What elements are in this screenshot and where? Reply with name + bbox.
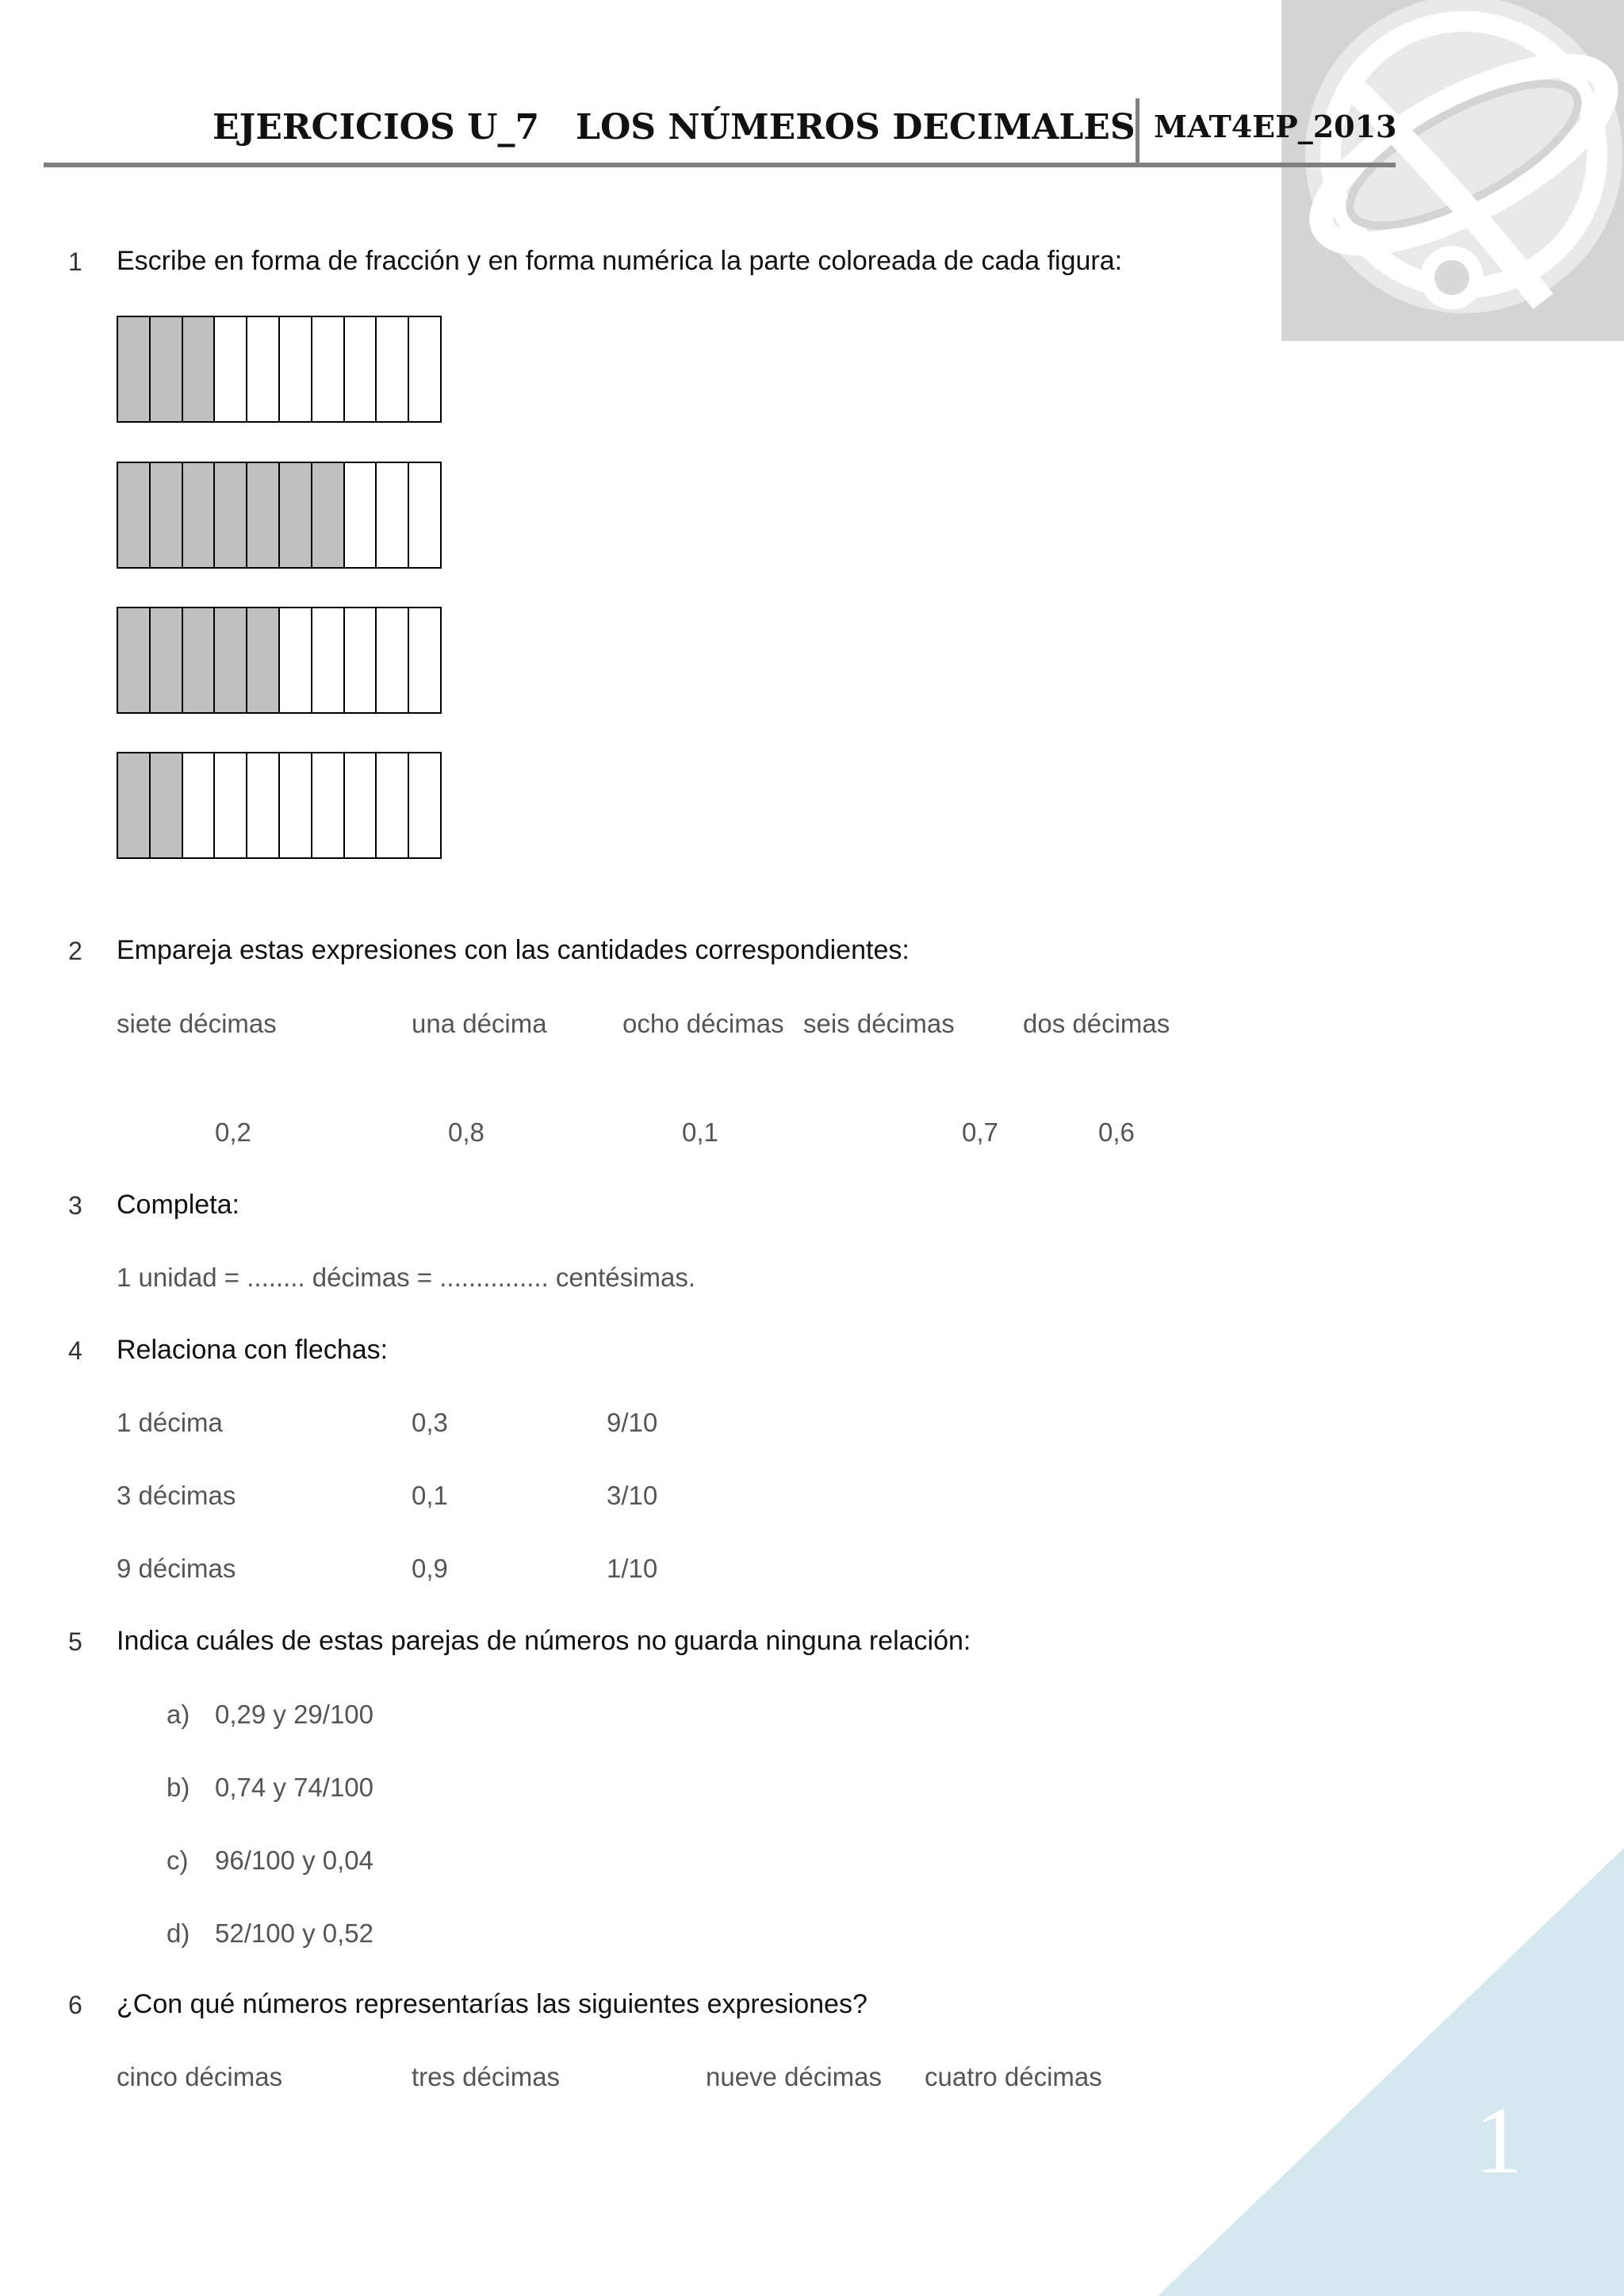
question-6-number: 6 [68,1991,82,2019]
question-1-text: Escribe en forma de fracción y en forma numérica la parte coloreada de cada figura: [117,246,1123,276]
shaded-cell [247,463,280,567]
shaded-cell [280,463,312,567]
shaded-cell [215,463,247,567]
empty-cell [345,608,377,712]
relation-decimal: 0,9 [412,1554,448,1583]
expression-item: seis décimas [803,1009,955,1038]
shaded-cell [118,317,151,421]
relation-decimal: 0,3 [412,1408,448,1437]
option-text: 0,74 y 74/100 [215,1773,373,1802]
empty-cell [312,608,345,712]
empty-cell [377,317,409,421]
empty-cell [215,753,247,857]
empty-cell [377,608,409,712]
empty-cell [377,463,409,567]
shaded-cell [151,317,183,421]
header-vertical-divider [1136,98,1139,164]
expression-item: nueve décimas [706,2062,882,2091]
shaded-cell [215,608,247,712]
expression-item: cuatro décimas [925,2062,1102,2091]
relation-expression: 9 décimas [117,1554,236,1583]
question-2-number: 2 [68,937,82,965]
expression-item: tres décimas [412,2062,561,2091]
expression-item: una décima [412,1009,547,1038]
relation-expression: 3 décimas [117,1481,236,1510]
expression-item: cinco décimas [117,2062,283,2091]
corner-triangle-decoration [1158,1848,1624,2296]
shaded-cell [151,608,183,712]
page-title: EJERCICIOS U_7 LOS NÚMEROS DECIMALES [213,107,1136,148]
empty-cell [409,463,440,567]
completion-line: 1 unidad = ........ décimas = ............... centésimas. [117,1263,695,1292]
shaded-cell [151,753,183,857]
relation-expression: 1 décima [117,1408,223,1437]
shaded-cell [183,463,216,567]
question-3-text: Completa: [117,1190,239,1220]
course-code: MAT4EP_2013 [1154,109,1397,144]
question-5-number: 5 [68,1627,82,1656]
empty-cell [409,753,440,857]
shaded-cell [247,608,280,712]
question-4-text: Relaciona con flechas: [117,1335,389,1365]
empty-cell [345,317,377,421]
empty-cell [280,608,312,712]
empty-cell [215,317,247,421]
tenths-figure [117,316,442,423]
tenths-figure [117,752,442,859]
relation-fraction: 3/10 [607,1481,658,1510]
option-text: 0,29 y 29/100 [215,1700,373,1729]
relation-fraction: 1/10 [607,1554,658,1583]
question-4-number: 4 [68,1336,82,1365]
globe-logo-icon [1281,0,1624,341]
expression-item: dos décimas [1023,1009,1170,1038]
question-5-text: Indica cuáles de estas parejas de números no guarda ninguna relación: [117,1626,971,1656]
option-text: 96/100 y 0,04 [215,1846,373,1875]
question-6-text: ¿Con qué números representarías las siguientes expresiones? [117,1989,868,2019]
shaded-cell [183,608,216,712]
shaded-cell [312,463,345,567]
empty-cell [280,317,312,421]
option-label: d) [167,1918,190,1948]
option-text: 52/100 y 0,52 [215,1918,373,1948]
shaded-cell [118,608,151,712]
page-number: 1 [1475,2087,1522,2193]
question-2-text: Empareja estas expresiones con las cantidades correspondientes: [117,935,910,965]
empty-cell [312,753,345,857]
shaded-cell [151,463,183,567]
relation-fraction: 9/10 [607,1408,658,1437]
header-rule [44,163,1396,167]
relation-decimal: 0,1 [412,1481,448,1510]
tenths-figure [117,462,442,569]
empty-cell [280,753,312,857]
expression-item: ocho décimas [622,1009,784,1038]
shaded-cell [118,463,151,567]
quantity-item: 0,8 [448,1117,485,1147]
tenths-figure [117,607,442,714]
option-label: a) [167,1700,190,1729]
quantity-item: 0,6 [1098,1117,1135,1147]
expression-item: siete décimas [117,1009,277,1038]
empty-cell [409,317,440,421]
quantity-item: 0,1 [682,1117,718,1147]
empty-cell [345,753,377,857]
quantity-item: 0,7 [962,1117,998,1147]
question-1-number: 1 [68,247,82,276]
quantity-item: 0,2 [215,1117,251,1147]
empty-cell [345,463,377,567]
empty-cell [247,753,280,857]
empty-cell [312,317,345,421]
option-label: b) [167,1773,190,1802]
empty-cell [183,753,216,857]
shaded-cell [118,753,151,857]
shaded-cell [183,317,216,421]
empty-cell [377,753,409,857]
option-label: c) [167,1846,189,1875]
question-3-number: 3 [68,1191,82,1220]
empty-cell [409,608,440,712]
empty-cell [247,317,280,421]
